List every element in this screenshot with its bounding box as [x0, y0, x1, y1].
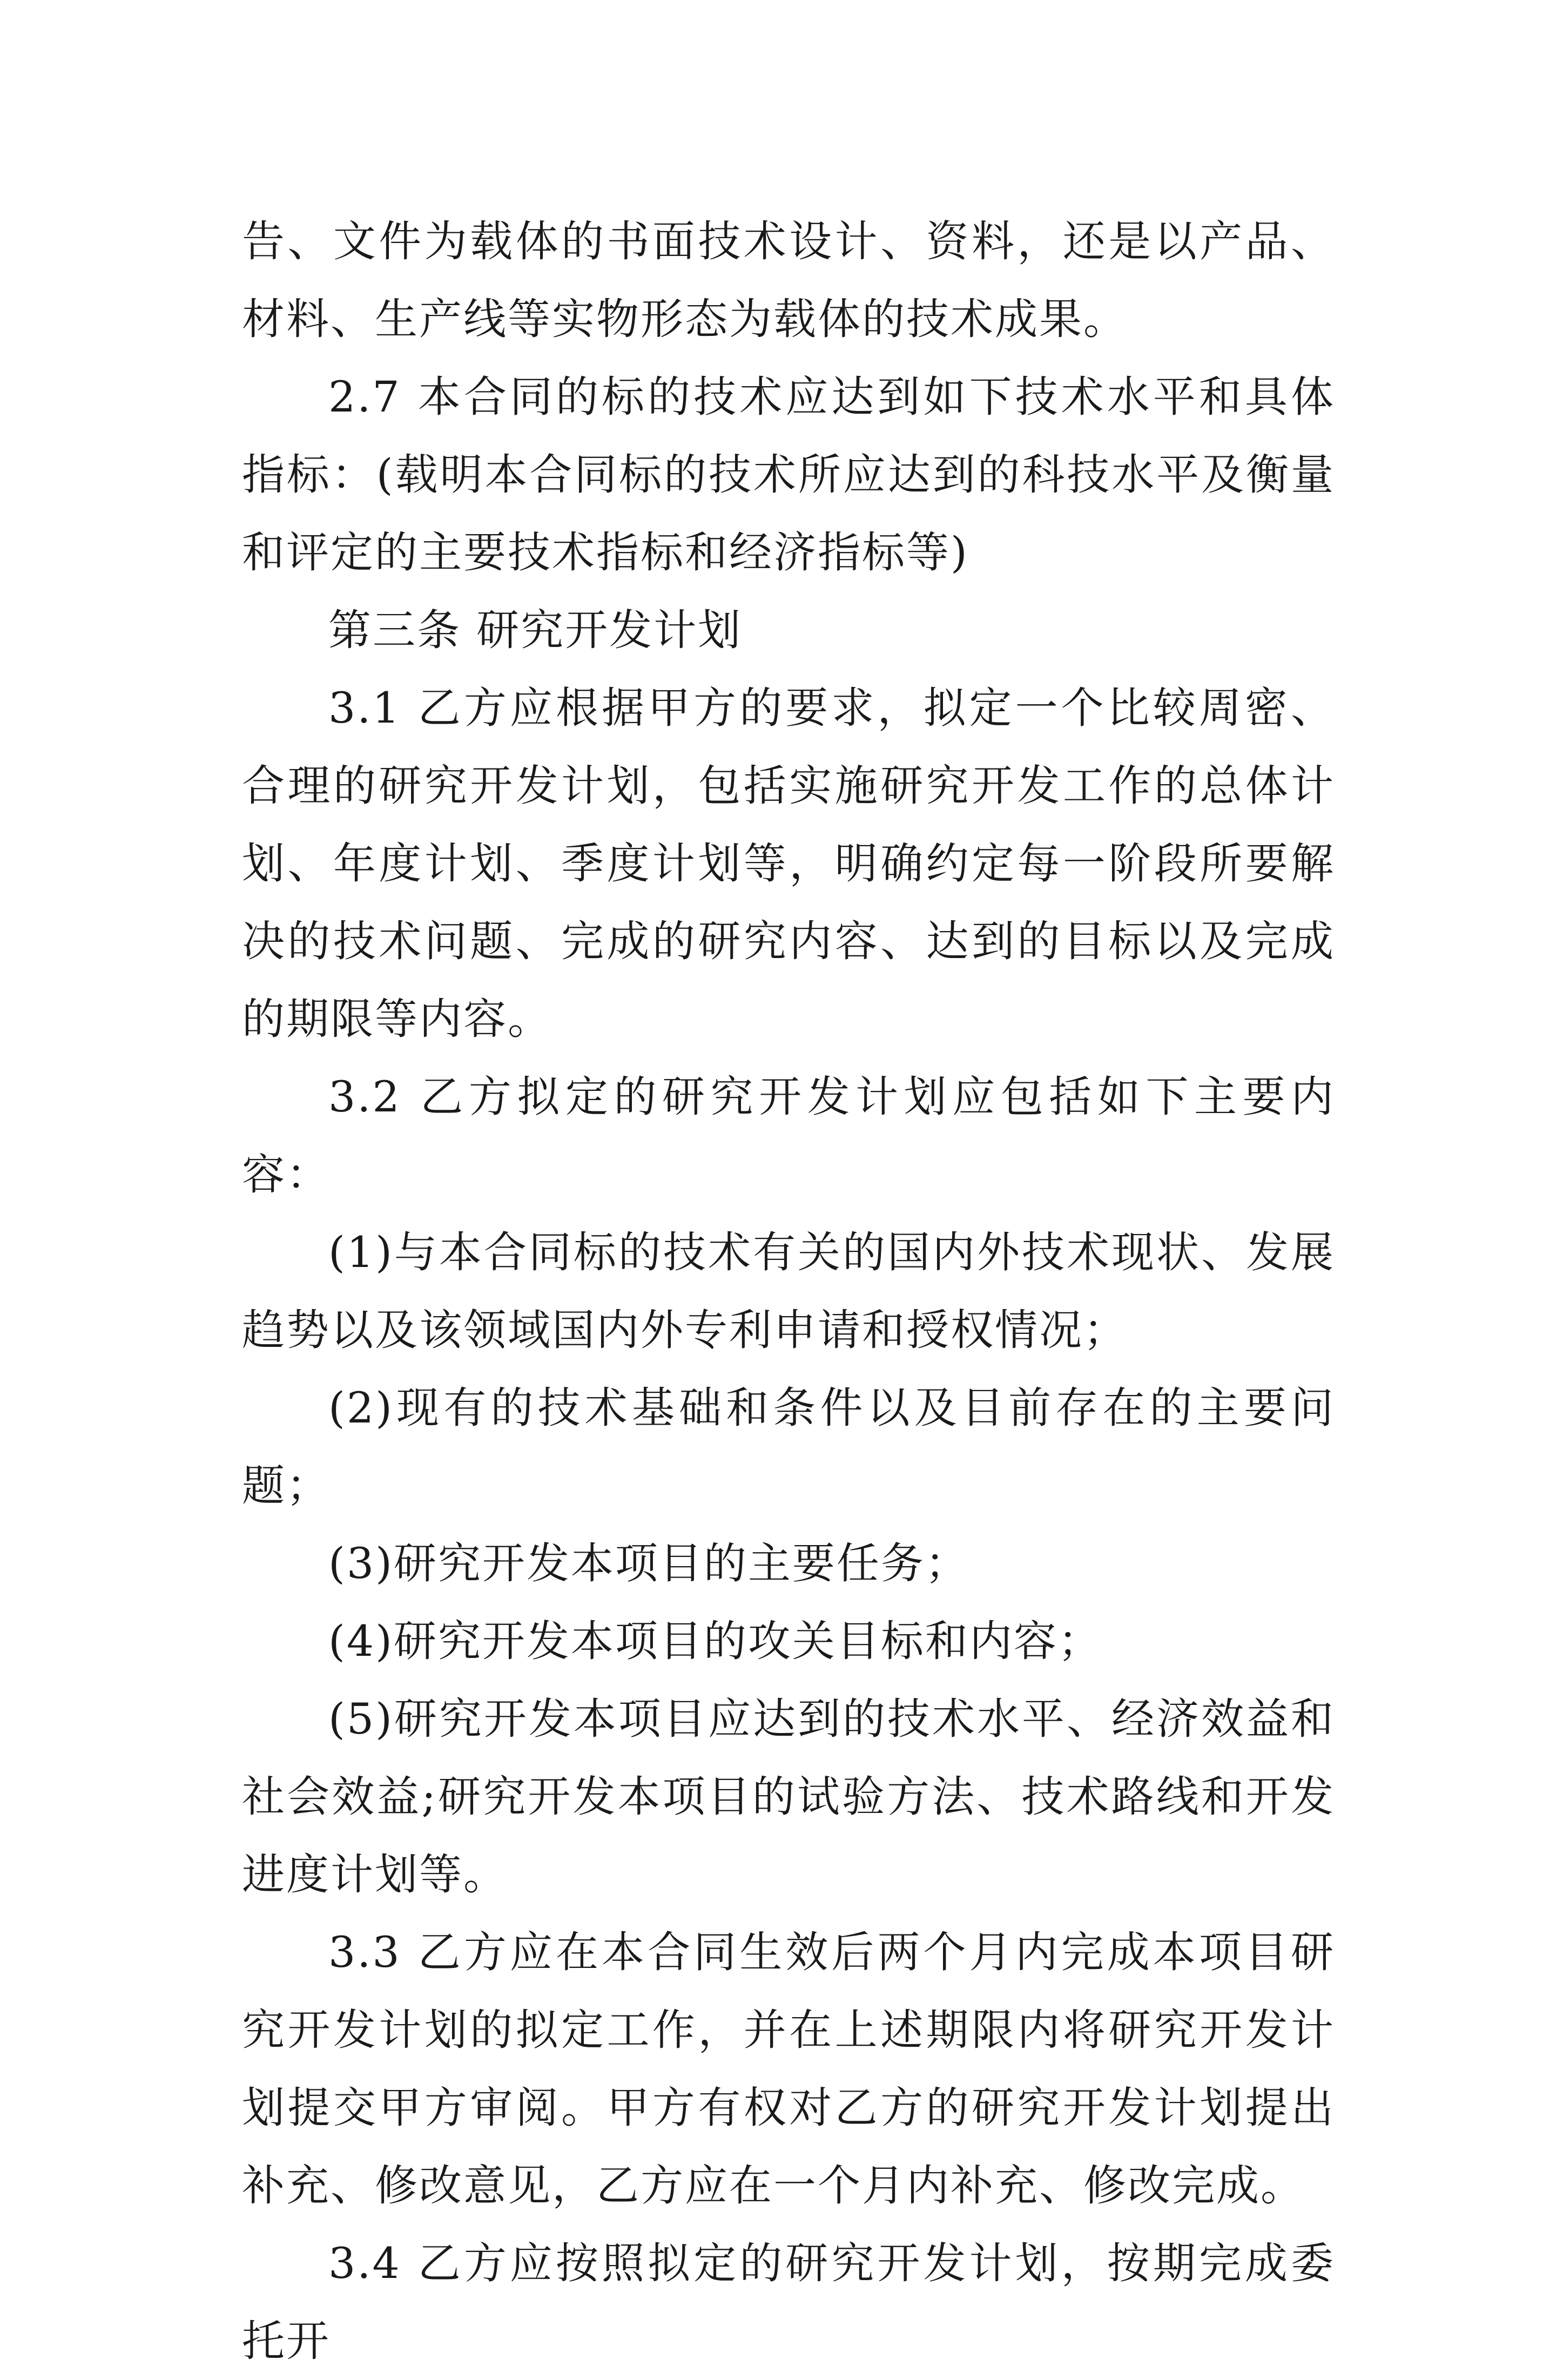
list-item-4: (4)研究开发本项目的攻关目标和内容； [328, 1616, 1102, 1666]
paragraph-continuation: 告、文件为载体的书面技术设计、资料，还是以产品、材料、生产线等实物形态为载体的技术成果。 [242, 217, 1335, 344]
paragraph-3-1: 3.1 乙方应根据甲方的要求，拟定一个比较周密、合理的研究开发计划，包括实施研究开发工作的总体计划、年度计划、季度计划等，明确约定每一阶段所要解决的技术问题、完成的研究内容、达到的目标以及完成的期限等内容。 [242, 683, 1335, 1044]
list-item-1: (1)与本合同标的技术有关的国内外技术现状、发展趋势以及该领域国内外专利申请和授权情况； [242, 1228, 1335, 1355]
paragraph-3-3: 3.3 乙方应在本合同生效后两个月内完成本项目研究开发计划的拟定工作，并在上述期限内将研究开发计划提交甲方审阅。甲方有权对乙方的研究开发计划提出补充、修改意见，乙方应在一个月内补充、修改完成。 [242, 1927, 1335, 2210]
document-page [242, 203, 1335, 2380]
paragraph-3-4: 3.4 乙方应按照拟定的研究开发计划，按期完成委托开 [242, 2239, 1335, 2366]
section-heading-article-3: 第三条 研究开发计划 [328, 605, 743, 655]
paragraph-3-2: 3.2 乙方拟定的研究开发计划应包括如下主要内容： [242, 1072, 1335, 1199]
list-item-3: (3)研究开发本项目的主要任务； [328, 1539, 969, 1588]
paragraph-2-7: 2.7 本合同的标的技术应达到如下技术水平和具体指标：(载明本合同标的技术所应达到的科技水平及衡量和评定的主要技术指标和经济指标等) [242, 372, 1335, 577]
list-item-2: (2)现有的技术基础和条件以及目前存在的主要问题； [242, 1383, 1335, 1511]
list-item-5: (5)研究开发本项目应达到的技术水平、经济效益和社会效益;研究开发本项目的试验方法、技术路线和开发进度计划等。 [242, 1694, 1335, 1899]
